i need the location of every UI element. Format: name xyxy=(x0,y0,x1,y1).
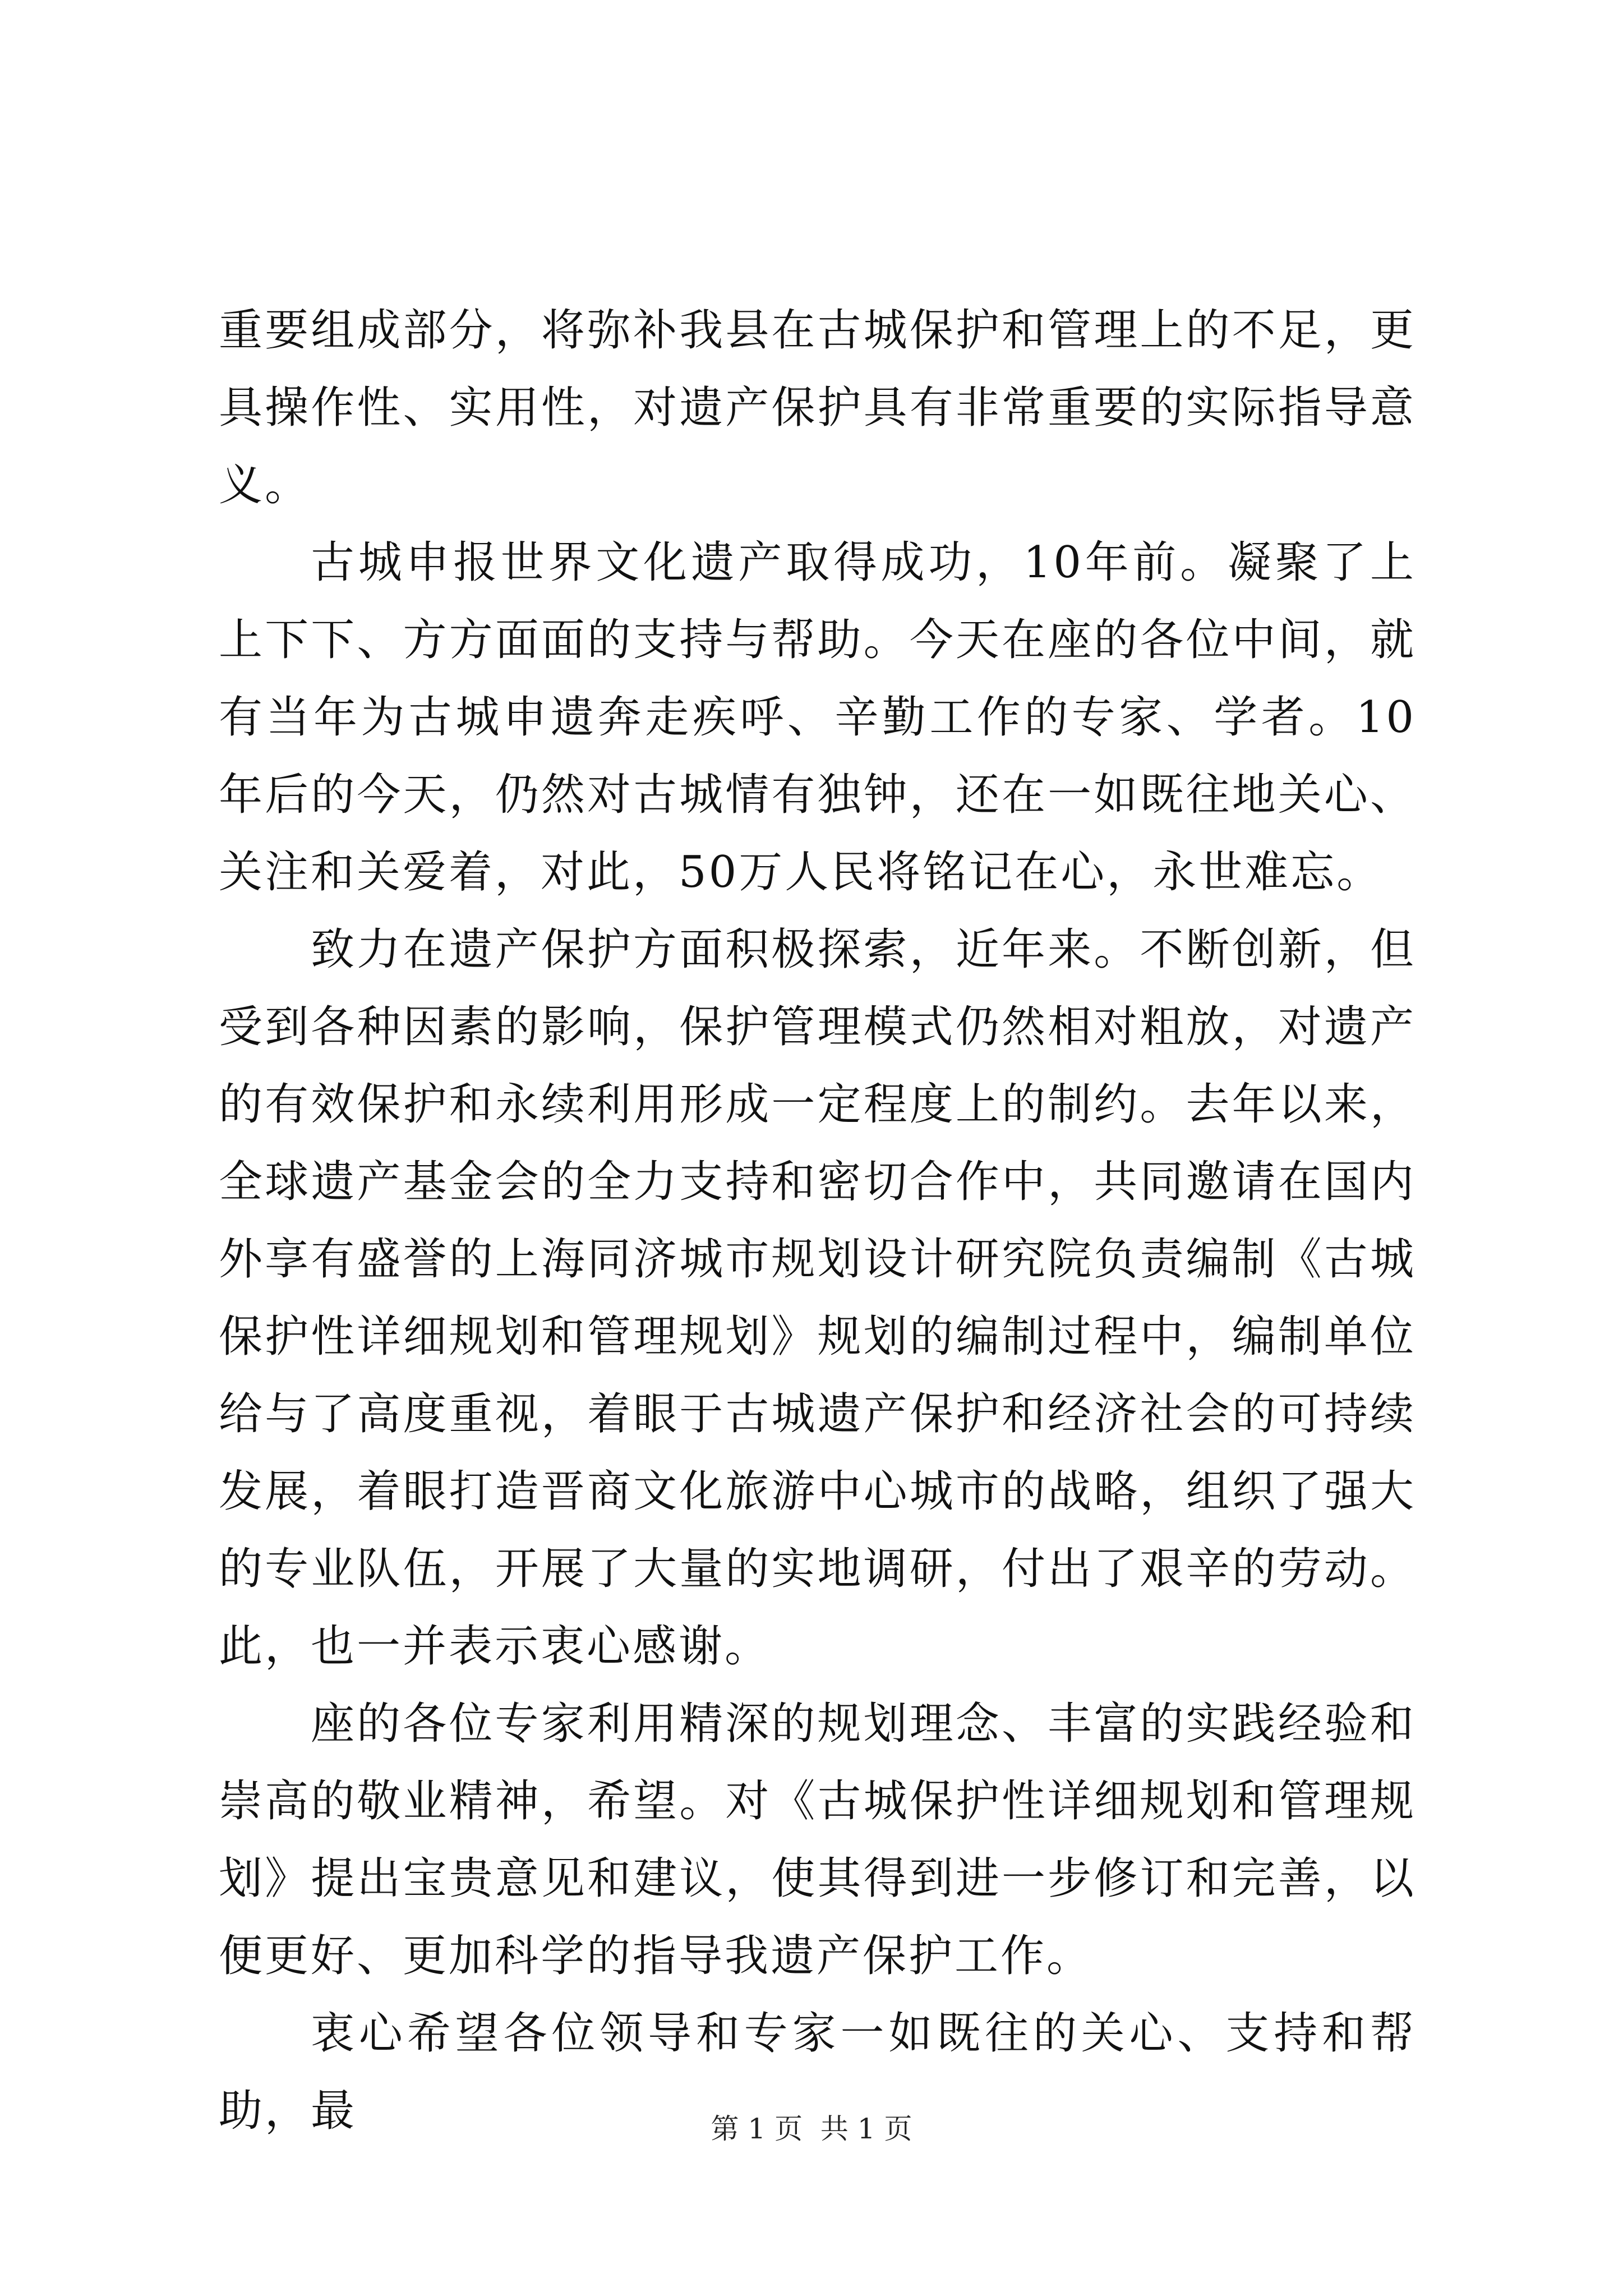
paragraph-2: 古城申报世界文化遗产取得成功，10年前。凝聚了上上下下、方方面面的支持与帮助。今天在座的各位中间，就有当年为古城申遗奔走疾呼、辛勤工作的专家、学者。10年后的今天，仍然对古城情有独钟，还在一如既往地关心、关注和关爱着，对此，50万人民将铭记在心，永世难忘。 xyxy=(219,537,1416,898)
paragraph-5: 衷心希望各位领导和专家一如既往的关心、支持和帮助，最 xyxy=(219,2008,1416,2136)
document-body xyxy=(219,292,1416,2150)
paragraph-1: 重要组成部分，将弥补我县在古城保护和管理上的不足，更具操作性、实用性，对遗产保护具有非常重要的实际指导意义。 xyxy=(219,305,1416,510)
page-number-label: 第 1 页 共 1 页 xyxy=(711,2113,912,2145)
page-footer xyxy=(0,2109,1623,2148)
paragraph-3: 致力在遗产保护方面积极探索，近年来。不断创新，但受到各种因素的影响，保护管理模式仍然相对粗放，对遗产的有效保护和永续利用形成一定程度上的制约。去年以来，全球遗产基金会的全力支持和密切合作中，共同邀请在国内外享有盛誉的上海同济城市规划设计研究院负责编制《古城保护性详细规划和管理规划》规划的编制过程中，编制单位给与了高度重视，着眼于古城遗产保护和经济社会的可持续发展，着眼打造晋商文化旅游中心城市的战略，组织了强大的专业队伍，开展了大量的实地调研，付出了艰辛的劳动。此，也一并表示衷心感谢。 xyxy=(219,924,1416,1672)
paragraph-4: 座的各位专家利用精深的规划理念、丰富的实践经验和崇高的敬业精神，希望。对《古城保护性详细规划和管理规划》提出宝贵意见和建议，使其得到进一步修订和完善，以便更好、更加科学的指导我遗产保护工作。 xyxy=(219,1699,1416,1981)
